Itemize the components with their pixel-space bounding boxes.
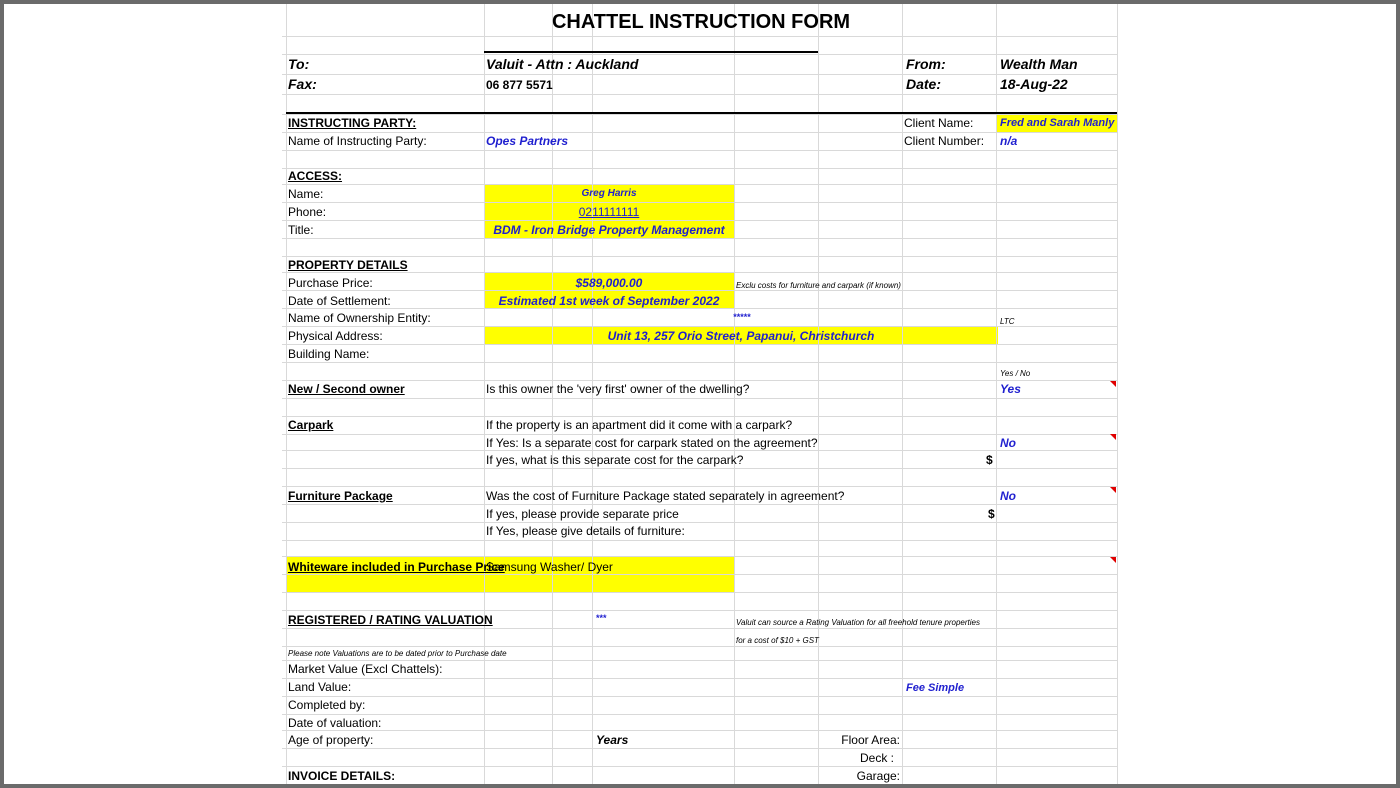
age-of-property-label: Age of property:: [288, 733, 374, 747]
deck-label: Deck :: [859, 751, 894, 765]
comment-marker-furniture[interactable]: [1110, 487, 1116, 493]
client-name-value: Fred and Sarah Manly: [1000, 117, 1115, 129]
furniture-currency: $: [988, 507, 995, 521]
valuation-note-line-2: for a cost of $10 + GST: [736, 636, 819, 645]
access-phone-link[interactable]: 0211111111: [578, 205, 640, 219]
furniture-answer: No: [1000, 489, 1016, 503]
owner-answer: Yes: [1000, 382, 1021, 396]
access-heading: ACCESS:: [288, 169, 343, 183]
furniture-heading: Furniture Package: [288, 489, 393, 503]
carpark-heading: Carpark: [288, 418, 334, 432]
furniture-question-3: If Yes, please give details of furniture:: [486, 524, 685, 538]
access-name-value: Greg Harris: [581, 188, 637, 199]
to-label: To:: [288, 56, 310, 72]
client-name-label: Client Name:: [904, 116, 974, 130]
from-label: From:: [906, 56, 946, 72]
to-value: Valuit - Attn : Auckland: [486, 56, 639, 72]
furniture-question-2: If yes, please provide separate price: [486, 507, 679, 521]
instructing-name-value: Opes Partners: [486, 134, 569, 148]
carpark-question-2: If Yes: Is a separate cost for carpark stated on the agreement?: [486, 436, 818, 450]
land-value-label: Land Value:: [288, 680, 352, 694]
garage-label: Garage:: [856, 769, 900, 783]
date-of-valuation-label: Date of valuation:: [288, 716, 382, 730]
owner-heading: New / Second owner: [288, 382, 405, 396]
spreadsheet-page: [282, 4, 1118, 788]
completed-by-label: Completed by:: [288, 698, 366, 712]
date-value: 18-Aug-22: [1000, 76, 1068, 92]
access-name-label: Name:: [288, 187, 324, 201]
valuation-dated-note: Please note Valuations are to be dated prior to Purchase date: [288, 649, 507, 658]
valuation-note-line-1: Valuit can source a Rating Valuation for all freehold tenure properties: [736, 618, 980, 627]
purchase-price-note: Exclu costs for furniture and carpark (if known): [736, 281, 901, 290]
invoice-heading: INVOICE DETAILS:: [288, 769, 396, 783]
access-title-label: Title:: [288, 223, 314, 237]
ownership-entity-note: LTC: [1000, 317, 1015, 326]
access-phone-label: Phone:: [288, 205, 327, 219]
to-divider-rule: [484, 51, 818, 53]
property-heading: PROPERTY DETAILS: [288, 258, 408, 272]
from-value: Wealth Man: [1000, 56, 1078, 72]
owner-question: Is this owner the 'very first' owner of the dwelling?: [486, 382, 750, 396]
market-value-label: Market Value (Excl Chattels):: [288, 662, 443, 676]
fax-label: Fax:: [288, 76, 317, 92]
settlement-label: Date of Settlement:: [288, 294, 391, 308]
tenure-value: Fee Simple: [906, 682, 965, 694]
address-label: Physical Address:: [288, 329, 383, 343]
settlement-value: Estimated 1st week of September 2022: [498, 294, 720, 308]
address-value: Unit 13, 257 Orio Street, Papanui, Christchurch: [607, 329, 875, 343]
comment-marker-whiteware[interactable]: [1110, 557, 1116, 563]
instructing-name-label: Name of Instructing Party:: [288, 134, 427, 148]
ownership-entity-value: *****: [733, 312, 751, 322]
date-label: Date:: [906, 76, 942, 92]
furniture-question-1: Was the cost of Furniture Package stated separately in agreement?: [486, 489, 845, 503]
comment-marker-carpark[interactable]: [1110, 434, 1116, 440]
carpark-answer: No: [1000, 436, 1016, 450]
building-name-label: Building Name:: [288, 347, 370, 361]
ownership-entity-label: Name of Ownership Entity:: [288, 311, 431, 325]
access-title-value: BDM - Iron Bridge Property Management: [493, 223, 725, 237]
whiteware-value: Samsung Washer/ Dyer: [486, 560, 613, 574]
form-title: CHATTEL INSTRUCTION FORM: [551, 11, 851, 33]
comment-marker-owner[interactable]: [1110, 381, 1116, 387]
carpark-question-3: If yes, what is this separate cost for the carpark?: [486, 453, 744, 467]
valuation-stars: ***: [596, 613, 607, 623]
client-number-value: n/a: [1000, 134, 1018, 148]
header-divider-rule: [286, 112, 1117, 114]
floor-area-label: Floor Area:: [841, 733, 900, 747]
valuation-heading: REGISTERED / RATING VALUATION: [288, 613, 493, 627]
purchase-price-value: $589,000.00: [575, 276, 643, 290]
fax-value: 06 877 5571: [486, 78, 553, 92]
whiteware-heading: Whiteware included in Purchase Price: [288, 560, 505, 574]
age-unit: Years: [596, 733, 629, 747]
instructing-heading: INSTRUCTING PARTY:: [288, 116, 417, 130]
yes-no-hint: Yes / No: [1000, 369, 1031, 378]
purchase-price-label: Purchase Price:: [288, 276, 373, 290]
carpark-currency: $: [986, 453, 993, 467]
client-number-label: Client Number:: [904, 134, 985, 148]
carpark-question-1: If the property is an apartment did it come with a carpark?: [486, 418, 793, 432]
